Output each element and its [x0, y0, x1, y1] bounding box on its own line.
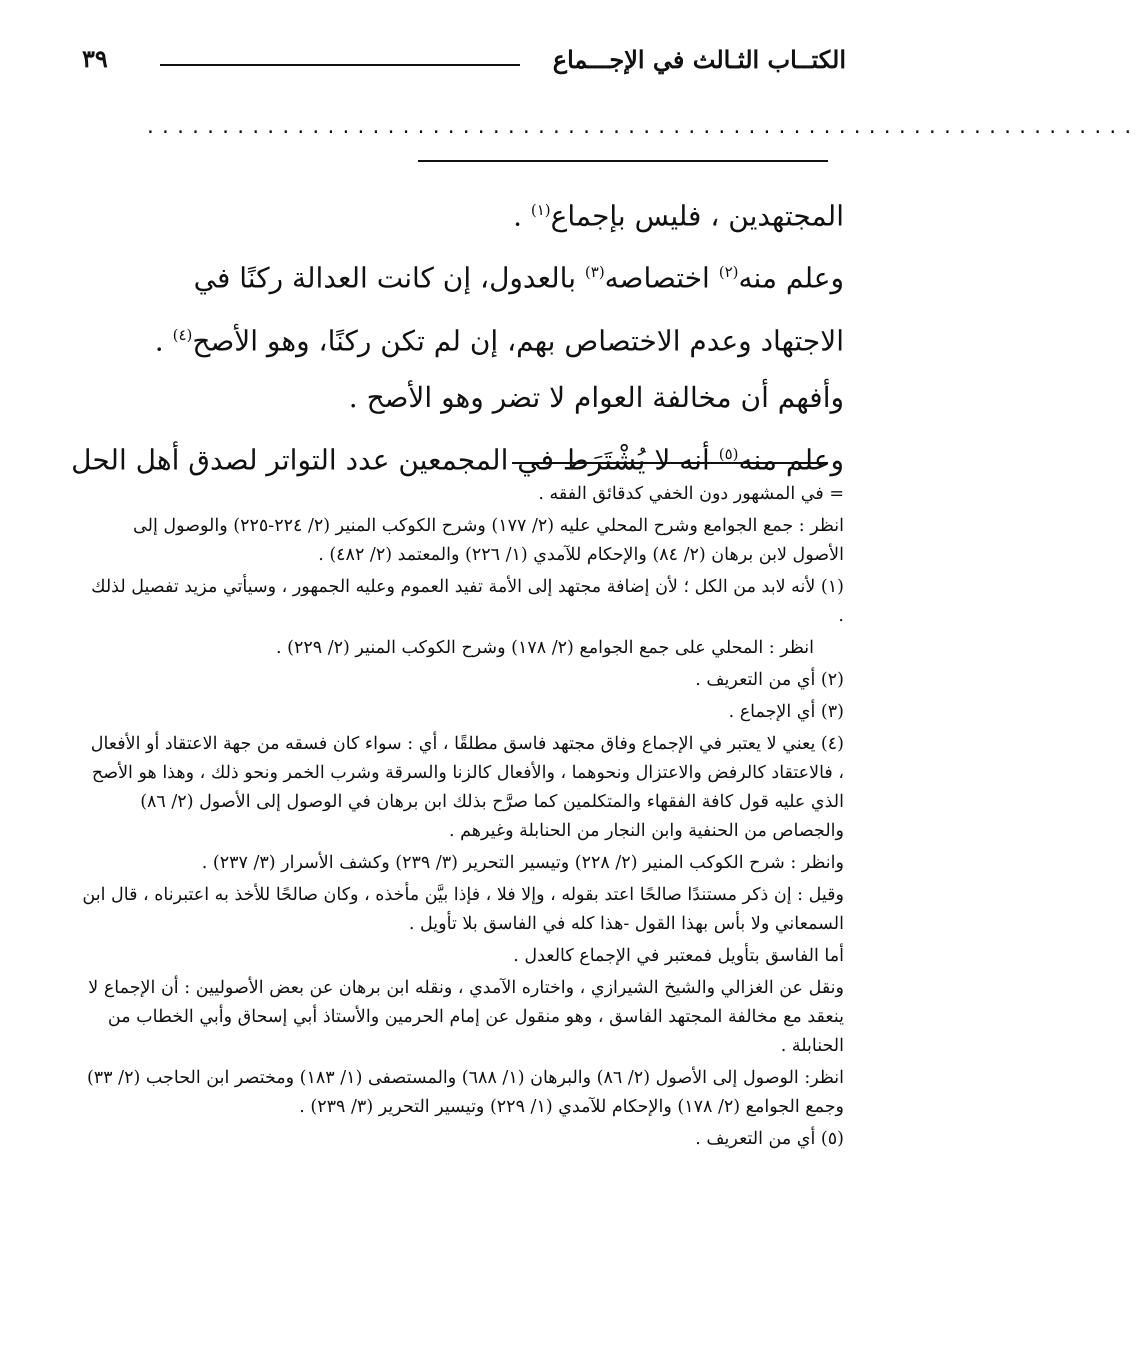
footnote-marker-4: (٤)	[172, 325, 193, 344]
dotted-separator: ..................................................................	[145, 117, 1137, 138]
footnote-rule	[512, 462, 828, 464]
footnote-marker-2: (٢)	[718, 263, 739, 282]
footnote-carryover: = في المشهور دون الخفي كدقائق الفقه .	[538, 484, 844, 504]
header-rule	[160, 64, 520, 66]
footnote-carryover-ref: انظر : جمع الجوامع وشرح المحلي عليه (٢/ ١٧٧) وشرح الكوكب المنير (٢/ ٢٢٤-٢٢٥) والوصول إلى الأصول لابن برهان (٢/ ٨٤) والإحكام للآمدي (١/ ٢٢٦) والمعتمد (٢/ ٤٨٢) .	[133, 516, 844, 565]
top-rule	[418, 160, 828, 162]
footnote-4-ref: وانظر : شرح الكوكب المنير (٢/ ٢٢٨) وتيسير التحرير (٣/ ٢٣٩) وكشف الأسرار (٣/ ٢٣٧) .	[201, 853, 844, 873]
footnotes	[82, 480, 844, 1157]
running-header-title: الكتــاب الثـالث في الإجـــماع	[552, 45, 846, 74]
footnote-marker-1: (١)	[530, 201, 551, 219]
main-line-3: الاجتهاد وعدم الاختصاص بهم، إن لم تكن ركنًا، وهو الأصح$^{(٤)}$ .	[154, 323, 844, 357]
footnote-3: (٣) أي الإجماع .	[728, 702, 844, 722]
main-line-4: وأفهم أن مخالفة العوام لا تضر وهو الأصح .	[348, 380, 844, 414]
footnote-4-naql: ونقل عن الغزالي والشيخ الشيرازي ، واختاره الآمدي ، ونقله ابن برهان عن بعض الأصوليين : أن الإجماع لا ينعقد مع مخالفة المجتهد الفاسق ، وهو منقول عن إمام الحرمين والأستاذ أبي إسحاق وأبي الخطاب من الحنابلة .	[88, 978, 844, 1056]
footnote-1-ref: انظر : المحلي على جمع الجوامع (٢/ ١٧٨) وشرح الكوكب المنير (٢/ ٢٢٩) .	[275, 638, 814, 658]
page-number: ٣٩	[82, 44, 108, 73]
main-line-2: وعلم منه$^{(٢)}$ اختصاصه$^{(٣)}$ بالعدول، إن كانت العدالة ركنًا في	[193, 261, 844, 295]
footnote-4-amma: أما الفاسق بتأويل فمعتبر في الإجماع كالعدل .	[513, 946, 844, 966]
main-line-1: المجتهدين ، فليس بإجماع$^{(١)}$ .	[513, 199, 844, 233]
main-line-5: وعلم منه$^{(٥)}$ أنه لا يُشْتَرَط في المجمعين عدد التواتر لصدق أهل الحل	[71, 443, 844, 477]
footnote-2: (٢) أي من التعريف .	[695, 670, 844, 690]
footnote-4-ref2: انظر: الوصول إلى الأصول (٢/ ٨٦) والبرهان (١/ ٦٨٨) والمستصفى (١/ ١٨٣) ومختصر ابن الحاجب (٢/ ٣٣) وجمع الجوامع (٢/ ١٧٨) والإحكام للآمدي (١/ ٢٢٩) وتيسير التحرير (٣/ ٢٣٩) .	[86, 1068, 844, 1117]
footnote-4-qil: وقيل : إن ذكر مستندًا صالحًا اعتد بقوله ، وإلا فلا ، فإذا بيَّن مأخذه ، وكان صالحًا للأخذ به اعتبرناه ، قال ابن السمعاني ولا بأس بهذا القول -هذا كله في الفاسق بلا تأويل .	[82, 885, 844, 934]
main-text	[71, 182, 844, 488]
footnote-5: (٥) أي من التعريف .	[695, 1129, 844, 1149]
footnote-marker-3: (٣)	[584, 263, 605, 282]
footnote-marker-5: (٥)	[718, 444, 739, 463]
footnote-4: (٤) يعني لا يعتبر في الإجماع وفاق مجتهد فاسق مطلقًا ، أي : سواء كان فسقه من جهة الاعتقاد أو الأفعال ، فالاعتقاد كالرفض والاعتزال ونحوهما ، والأفعال كالزنا والسرقة وشرب الخمر ونحو ذلك ، وهذا هو الأصح الذي عليه قول كافة الفقهاء والمتكلمين كما صرَّح بذلك ابن برهان في الوصول إلى الأصول (٢/ ٨٦) والجصاص من الحنفية وابن النجار من الحنابلة وغيرهم .	[90, 734, 844, 841]
footnote-1: (١) لأنه لابد من الكل ؛ لأن إضافة مجتهد إلى الأمة تفيد العموم وعليه الجمهور ، وسيأتي مزيد تفصيل لذلك .	[91, 577, 844, 626]
